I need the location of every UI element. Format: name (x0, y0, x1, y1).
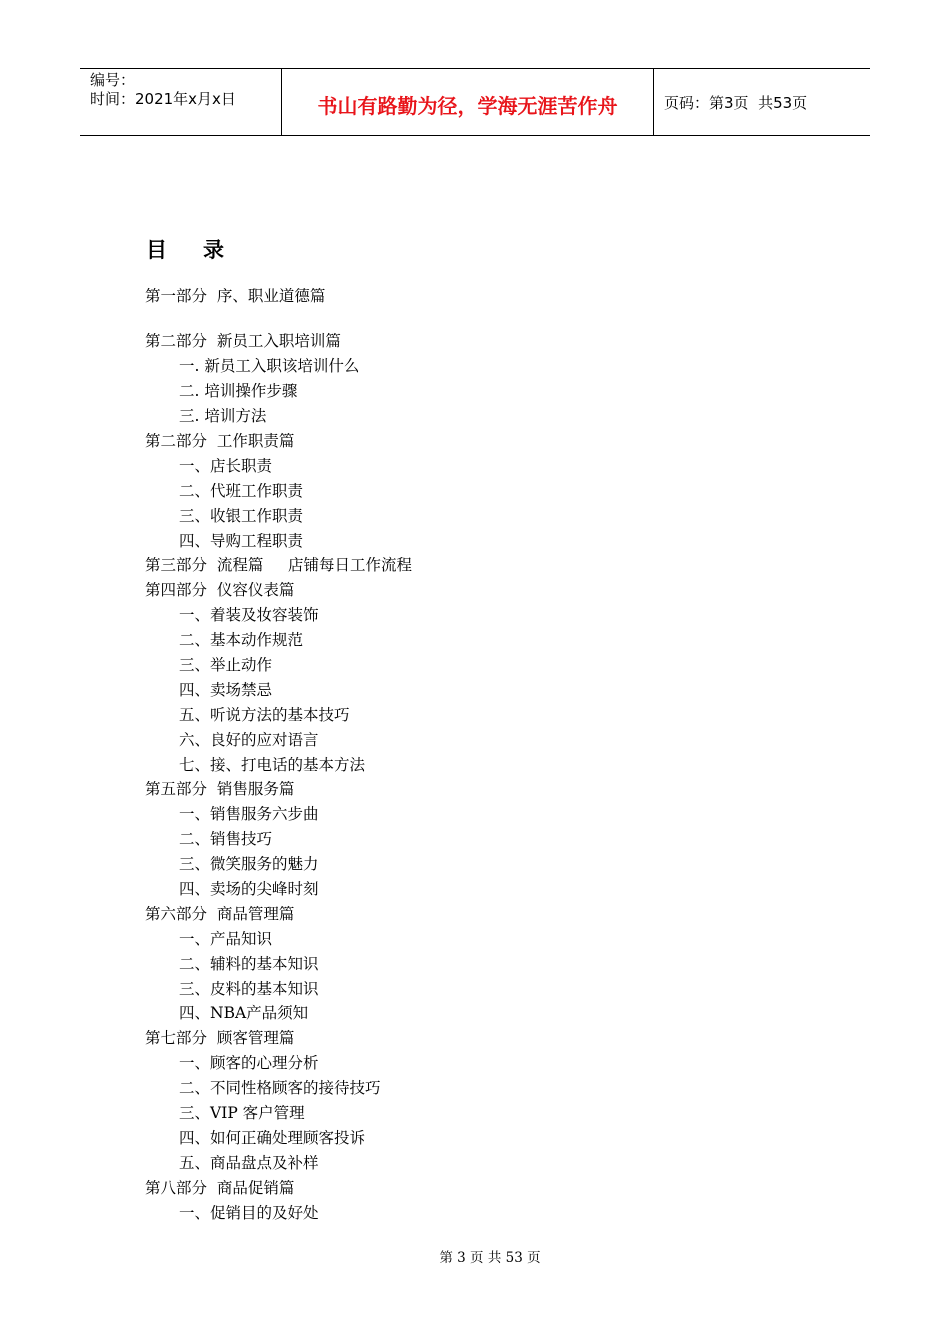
toc-entry[interactable]: 一、店长职责 (179, 456, 273, 475)
toc-title: 目录 (146, 237, 260, 262)
toc-entry[interactable]: 四、NBA产品须知 (179, 1004, 309, 1023)
toc-entry[interactable]: 三、微笑服务的魅力 (179, 855, 319, 874)
toc-entry[interactable]: 四、卖场的尖峰时刻 (179, 879, 319, 898)
toc-entry[interactable]: 第二部分 工作职责篇 (145, 431, 295, 450)
toc-entry[interactable]: 三、VIP 客户管理 (179, 1104, 305, 1122)
toc-list (145, 284, 412, 1225)
toc-entry[interactable]: 三、举止动作 (179, 655, 273, 674)
toc-entry[interactable]: 一. 新员工入职该培训什么 (179, 357, 360, 376)
toc-entry[interactable]: 第二部分 新员工入职培训篇 (145, 332, 341, 351)
toc-entry[interactable]: 七、接、打电话的基本方法 (179, 755, 366, 774)
header-motto (282, 69, 654, 135)
page-label: 页码：第3页 共53页 (664, 93, 808, 112)
page-footer (0, 1246, 950, 1266)
footer-page-number: 第 3 页 共 53 页 (439, 1250, 541, 1266)
toc-entry[interactable]: 四、导购工程职责 (179, 531, 304, 550)
toc-entry[interactable]: 二、不同性格顾客的接待技巧 (179, 1079, 381, 1098)
toc-entry[interactable]: 二. 培训操作步骤 (179, 382, 298, 401)
toc-entry[interactable]: 三、收银工作职责 (179, 506, 304, 525)
toc-entry[interactable]: 一、顾客的心理分析 (179, 1054, 319, 1073)
toc-gap (145, 309, 412, 330)
page-header (80, 68, 870, 136)
toc-entry[interactable]: 四、如何正确处理顾客投诉 (179, 1128, 366, 1147)
toc-entry[interactable]: 一、销售服务六步曲 (179, 805, 319, 824)
toc-entry[interactable]: 五、听说方法的基本技巧 (179, 705, 350, 724)
toc-entry[interactable]: 一、产品知识 (179, 929, 273, 948)
toc-entry[interactable]: 第七部分 顾客管理篇 (145, 1029, 295, 1048)
toc-entry[interactable]: 第五部分 销售服务篇 (145, 780, 295, 799)
toc-entry[interactable]: 二、基本动作规范 (179, 631, 304, 650)
motto-text: 书山有路勤为径，学海无涯苦作舟 (317, 93, 618, 118)
toc-entry[interactable]: 二、辅料的基本知识 (179, 954, 319, 973)
number-label: 编号： (90, 71, 136, 89)
toc-entry[interactable]: 一、促销目的及好处 (179, 1203, 319, 1222)
toc-entry[interactable]: 第四部分 仪容仪表篇 (145, 581, 295, 600)
toc-entry[interactable]: 二、代班工作职责 (179, 481, 304, 500)
toc-entry[interactable]: 第一部分 序、职业道德篇 (145, 287, 326, 305)
toc-entry[interactable]: 四、卖场禁忌 (179, 680, 273, 699)
toc-entry[interactable]: 二、销售技巧 (179, 830, 273, 849)
toc-entry[interactable]: 第八部分 商品促销篇 (145, 1178, 295, 1197)
toc-entry[interactable]: 六、良好的应对语言 (179, 730, 319, 749)
toc-entry[interactable]: 第三部分 流程篇 店铺每日工作流程 (145, 556, 412, 575)
toc-entry[interactable]: 五、商品盘点及补样 (179, 1153, 319, 1172)
toc-entry[interactable]: 三. 培训方法 (179, 407, 267, 426)
header-meta (80, 69, 282, 135)
header-page-info (654, 69, 870, 135)
toc-entry[interactable]: 第六部分 商品管理篇 (145, 904, 295, 923)
time-label: 时间：2021年x月x日 (90, 90, 236, 108)
toc-entry[interactable]: 三、皮料的基本知识 (179, 979, 319, 998)
toc-entry[interactable]: 一、着装及妆容装饰 (179, 606, 319, 625)
